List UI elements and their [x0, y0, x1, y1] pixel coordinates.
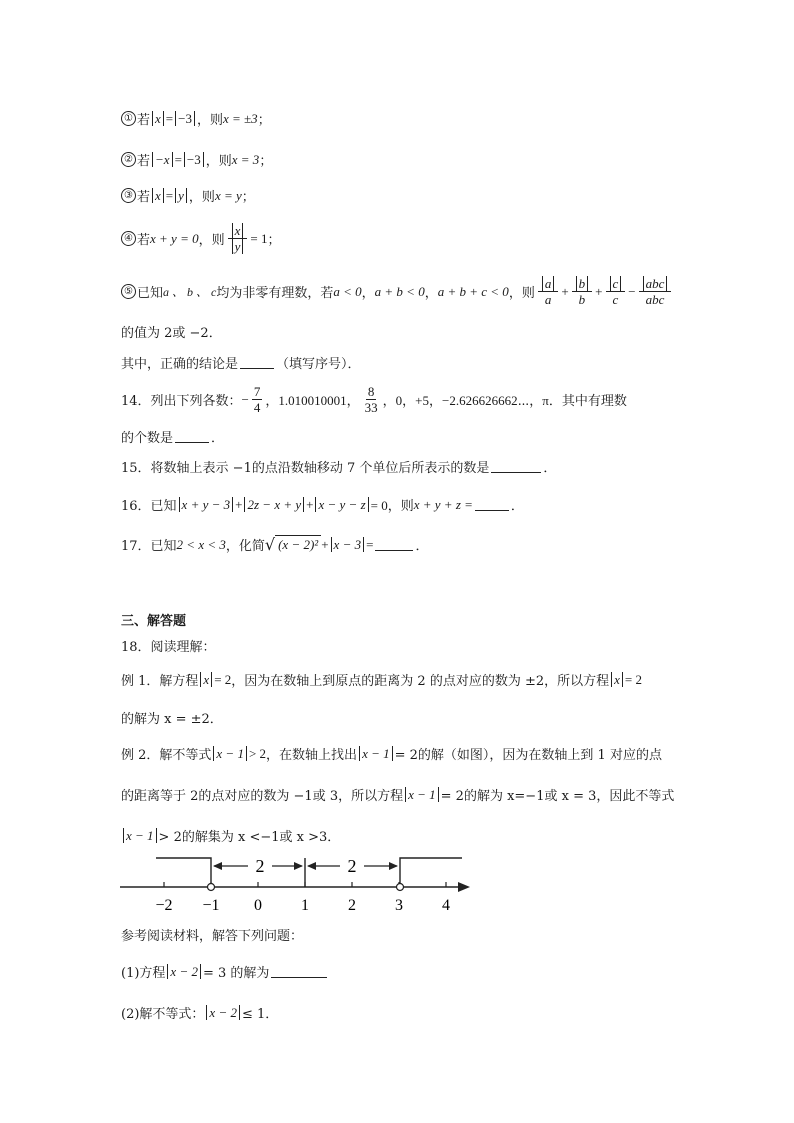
example-1: 例 1．解方程 x = 2 ，因为在数轴上到原点的距离为 2 的点对应的数为 ±2，所以方程 x = 2	[121, 671, 642, 689]
claim-number: ③	[121, 188, 136, 203]
open-point-neg1	[208, 884, 215, 891]
arrow-head	[307, 862, 316, 870]
arrow-head	[294, 862, 303, 870]
fraction: $\frac{b}{b}$	[572, 276, 593, 307]
fraction: $\frac{7}{4}$	[253, 384, 261, 415]
question-16: 16．已知 x + y − 3 + 2z − x + y + x − y − z = 0，则 x + y + z = ．	[121, 496, 524, 514]
example-2-line2: 的距离等于 2的点对应的数为 −1或 3，所以方程 x − 1 = 2的解为 x=−1或 x = 3，因此不等式	[121, 787, 675, 804]
claim-2: ② 若 −x = −3 ，则 x = 3 ；	[121, 150, 272, 169]
answer-blank[interactable]	[475, 498, 509, 511]
answer-blank[interactable]	[175, 430, 209, 443]
arrow-head	[213, 862, 222, 870]
open-point-3	[397, 884, 404, 891]
number-line-figure	[118, 852, 474, 914]
question-18-title: 18．阅读理解：	[121, 640, 216, 655]
claim-1: ① 若 x = −3 ，则 x = ±3 ；	[121, 109, 271, 128]
claim-number: ①	[121, 111, 136, 126]
tick-label: 3	[395, 897, 403, 914]
square-root: √ (x − 2)²	[265, 535, 321, 554]
reference-instruction: 参考阅读材料，解答下列问题：	[121, 929, 304, 944]
question-17: 17．已知 2 < x < 3 ，化简 √ (x − 2)² + x − 3 = ．	[121, 535, 429, 554]
question-14-line2: 的个数是 ．	[121, 431, 225, 446]
arrow-head	[389, 862, 398, 870]
part-1: (1)方程 x − 2 = 3 的解为	[121, 962, 329, 981]
question-15: 15．将数轴上表示 −1的点沿数轴移动 7 个单位后所表示的数是 ．	[121, 461, 557, 476]
fraction: $\frac{x}{y}$	[228, 223, 248, 254]
tick-label: −2	[155, 897, 173, 914]
right-region-bracket	[400, 858, 462, 887]
distance-label-left: 2	[255, 856, 265, 876]
axis-arrow	[458, 882, 470, 892]
example-2: 例 2．解不等式 x − 1 > 2 ，在数轴上找出 x − 1 = 2的解（如图），因为在数轴上到 1 对应的点	[121, 745, 662, 763]
tick-label: −1	[202, 897, 220, 914]
tick-label: 4	[442, 897, 450, 914]
claim-number: ④	[121, 231, 136, 246]
q13-conclusion: 其中，正确的结论是 （填写序号）．	[121, 357, 361, 372]
section-title: 三、解答题	[121, 614, 187, 629]
distance-label-right: 2	[347, 856, 357, 876]
example-1-line2: 的解为 x = ±2．	[121, 712, 223, 727]
tick-label: 1	[301, 897, 309, 914]
answer-blank[interactable]	[271, 965, 327, 978]
fraction: $\frac{c}{c}$	[606, 276, 626, 307]
claim-number: ②	[121, 152, 136, 167]
fraction: $\frac{a}{a}$	[538, 276, 559, 307]
tick-label: 2	[348, 897, 356, 914]
answer-blank[interactable]	[240, 356, 274, 369]
claim-5-line2: 的值为 2或 −2．	[121, 326, 222, 341]
answer-blank[interactable]	[375, 538, 413, 551]
claim-3: ③ 若 x = y ，则 x = y ；	[121, 186, 255, 205]
answer-blank[interactable]	[491, 460, 541, 473]
example-2-line3: x − 1 > 2的解集为 x <−1或 x >3．	[121, 826, 340, 845]
tick-label: 0	[254, 897, 262, 914]
claim-4: ④ 若 x + y = 0 ，则 $\frac{x}{y}$ = 1 ；	[121, 223, 281, 254]
part-2: (2)解不等式： x − 2 ≤ 1．	[121, 1005, 279, 1022]
question-14: 14．列出下列各数： − $\frac{7}{4}$ ，1.010010001， $\frac{8}{33}$ ，0，+5，−2.626626662⋯，π．其中有理数	[121, 384, 627, 415]
fraction: $\frac{8}{33}$	[364, 384, 378, 415]
claim-number: ⑤	[121, 284, 136, 299]
fraction: $\frac{\text{abc}}{\text{abc}}$	[639, 276, 672, 307]
claim-5: ⑤ 已知 a 、 b 、 c 均为非零有理数，若 a < 0 ， a + b < 0 ， a + b + c < 0 ，则 $\frac{a}{a}$ + $\frac{b}{b}$ + $\frac{c}{c}$ − $\frac{\text{abc}}{\text{abc}}$	[121, 276, 674, 307]
